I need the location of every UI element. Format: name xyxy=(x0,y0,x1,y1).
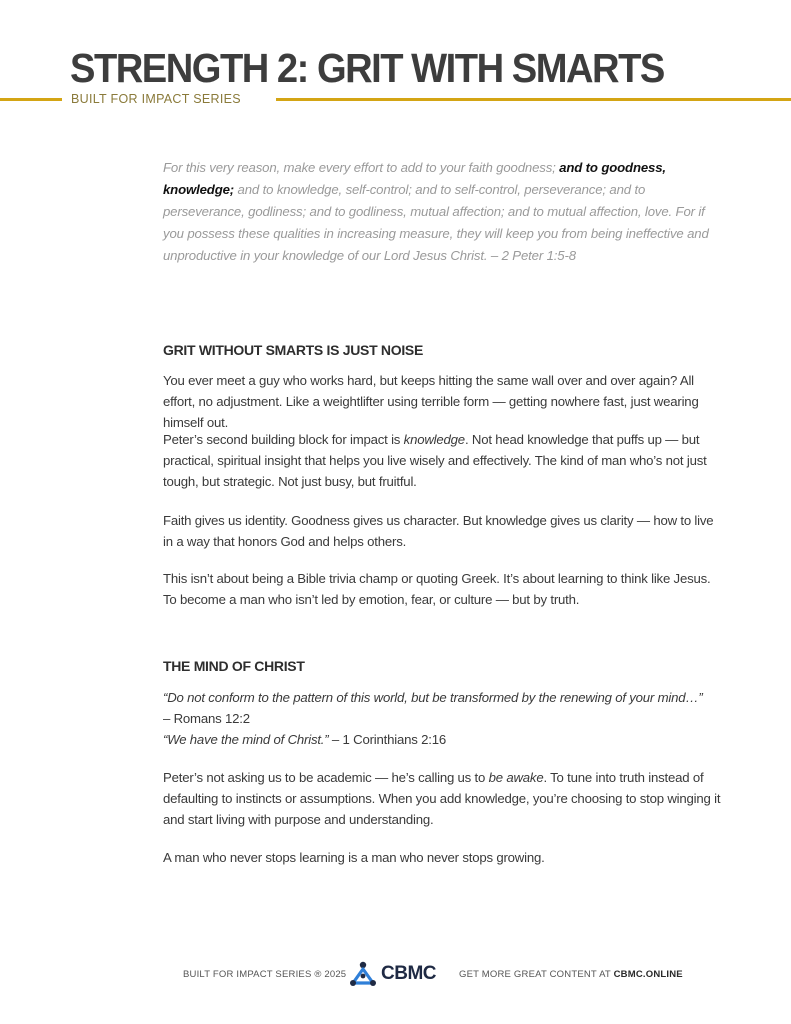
paragraph-text: . Not head knowledge that puffs up — but practical, spiritual insight that helps you live wisely and effectively. The kind of man who’s not just tough, but strategic. Not just busy, but fruitful. xyxy=(163,432,707,489)
header-rule-right xyxy=(276,98,791,101)
paragraph-text: Peter’s second building block for impact is xyxy=(163,432,404,447)
section-heading-mind-of-christ: THE MIND OF CHRIST xyxy=(163,658,305,674)
section-heading-grit: GRIT WITHOUT SMARTS IS JUST NOISE xyxy=(163,342,423,358)
emphasis-knowledge: knowledge xyxy=(403,432,465,447)
footer-cta-text: GET MORE GREAT CONTENT AT xyxy=(459,969,614,980)
scripture-quote xyxy=(163,157,723,267)
footer-cta xyxy=(459,969,683,980)
paragraph-text: . To tune into truth instead of defaulting to instincts or assumptions. When you add knowledge, you’re choosing to stop winging it and start living with purpose and understanding. xyxy=(163,770,721,827)
paragraph: You ever meet a guy who works hard, but keeps hitting the same wall over and over again? All effort, no adjustment. Like a weightlifter using terrible form — getting nowhere fast, just wearing himself out. xyxy=(163,373,699,430)
header-rule-left xyxy=(0,98,62,101)
page-title: STRENGTH 2: GRIT WITH SMARTS xyxy=(70,45,664,91)
quote-romans: “Do not conform to the pattern of this world, but be transformed by the renewing of your mind…” xyxy=(163,690,703,705)
paragraph: A man who never stops learning is a man who never stops growing. xyxy=(163,850,545,865)
cbmc-logo xyxy=(348,961,436,987)
paragraph-text: Peter’s not asking us to be academic — he’s calling us to xyxy=(163,770,489,785)
quote-reference: – Romans 12:2 xyxy=(163,711,250,726)
series-subtitle: BUILT FOR IMPACT SERIES xyxy=(71,92,241,106)
paragraph xyxy=(163,429,723,492)
footer-link[interactable]: CBMC.ONLINE xyxy=(613,969,683,980)
footer-copyright: BUILT FOR IMPACT SERIES ® 2025 xyxy=(183,969,347,980)
quote-corinthians: “We have the mind of Christ.” xyxy=(163,732,329,747)
cbmc-logo-icon xyxy=(348,961,378,987)
paragraph: This isn’t about being a Bible trivia champ or quoting Greek. It’s about learning to think like Jesus. To become a man who isn’t led by emotion, fear, or culture — but by truth. xyxy=(163,571,711,607)
paragraph: Faith gives us identity. Goodness gives us character. But knowledge gives us clarity — how to live in a way that honors God and helps others. xyxy=(163,513,714,549)
logo-wordmark: CBMC xyxy=(381,963,436,984)
quote-reference: – 1 Corinthians 2:16 xyxy=(328,732,446,747)
scripture-highlight: and to goodness, knowledge; xyxy=(163,160,666,197)
scripture-text-1: For this very reason, make every effort to add to your faith goodness; xyxy=(163,160,560,175)
paragraph xyxy=(163,767,723,830)
scripture-text-2: and to knowledge, self-control; and to self-control, perseverance; and to perseverance, godliness; and to godliness, mutual affection; and to mutual affection, love. For if you possess these qualities in increasing measure, they will keep you from being ineffective and unproductive in your knowledge of our Lord Jesus Christ. – 2 Peter 1:5-8 xyxy=(163,182,709,263)
emphasis-be-awake: be awake xyxy=(488,770,544,785)
quote-block xyxy=(163,687,723,750)
